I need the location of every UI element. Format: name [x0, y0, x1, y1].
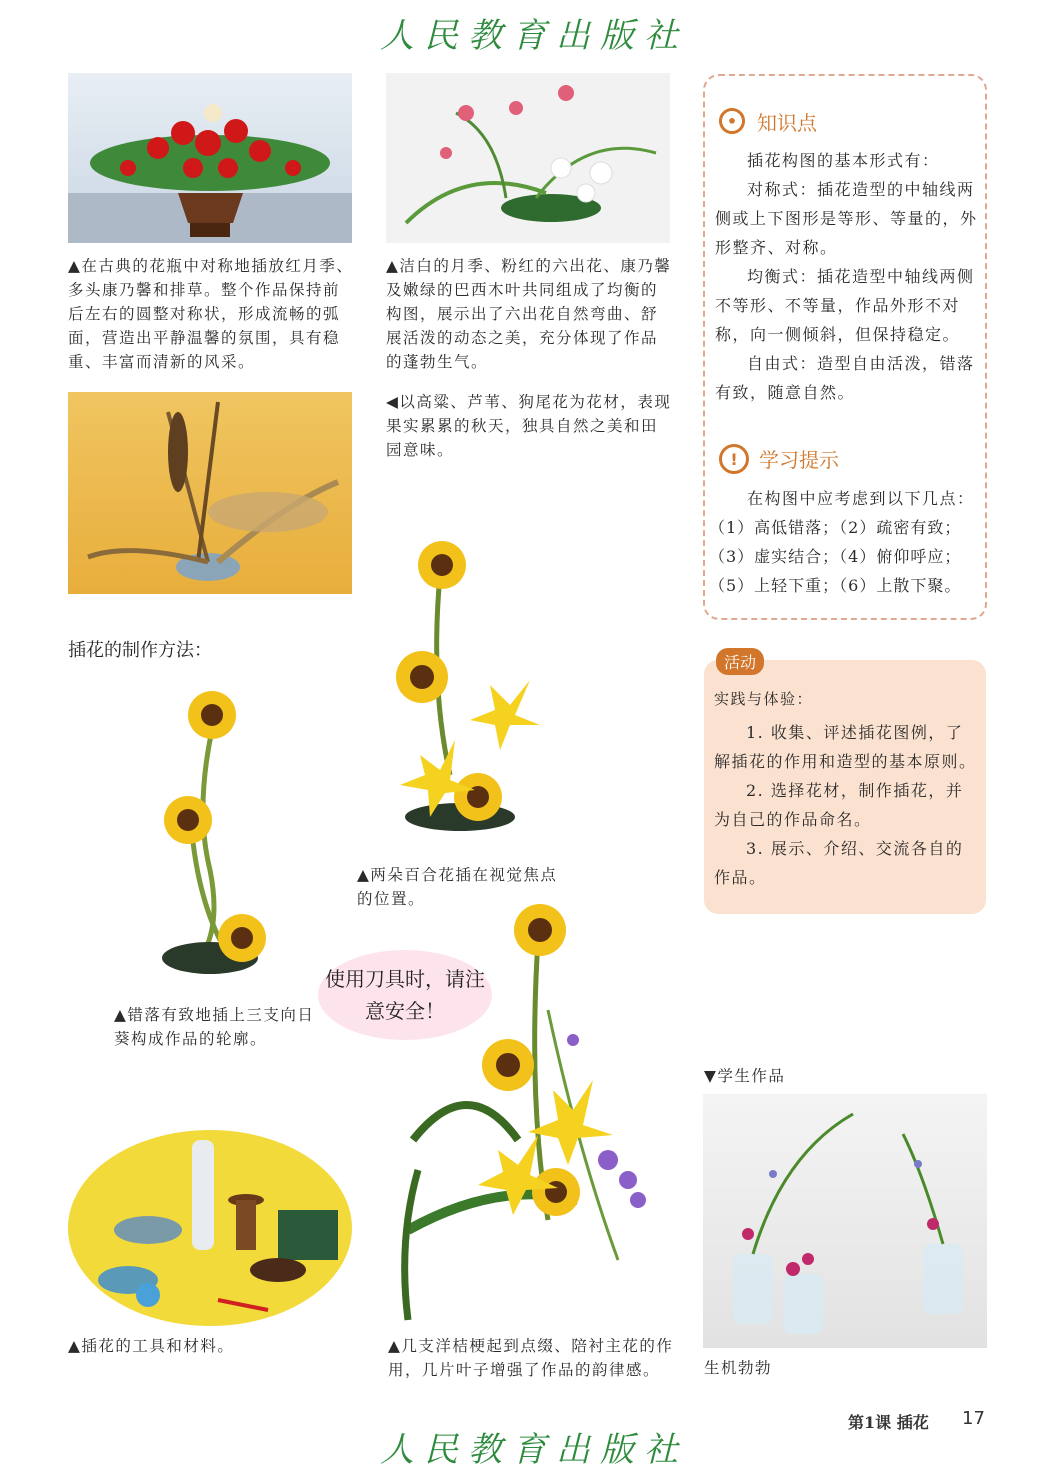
activity-item-2: 2. 选择花材，制作插花，并为自己的作品命名。 [714, 781, 964, 829]
section-heading: 插花的制作方法： [68, 640, 212, 661]
autumn-caption: ◀以高粱、芦苇、狗尾花为花材，表现果实累累的秋天，独具自然之美和田园意味。 [386, 393, 672, 459]
knowledge-p3: 均衡式：插花造型中轴线两侧不等形、不等量，作品外形不对称，向一侧倾斜，但保持稳定。 [715, 267, 975, 344]
student-work-label: ▼学生作品 [704, 1067, 786, 1085]
balanced-arrangement-photo [386, 73, 670, 243]
tips-p4: （5）上轻下重；（6）上散下聚。 [709, 576, 962, 595]
exclamation-icon: ! [719, 444, 749, 474]
step1-sunflowers-photo [150, 690, 280, 990]
tips-title: 学习提示 [759, 448, 839, 472]
knowledge-p4: 自由式：造型自由活泼，错落有致，随意自然。 [715, 354, 975, 402]
knowledge-tips-box [703, 74, 987, 620]
step1-caption: ▲错落有致地插上三支向日葵构成作品的轮廓。 [114, 1006, 315, 1048]
activity-tag: 活动 [716, 648, 764, 675]
tips-p2: （1）高低错落；（2）疏密有致； [709, 518, 962, 537]
step2-lilies-photo [370, 535, 550, 840]
tools-materials-photo [68, 1130, 352, 1326]
classic-caption: ▲在古典的花瓶中对称地插放红月季、多头康乃馨和排草。整个作品保持前后左右的圆整对称状，形成流畅的弧面，营造出平静温馨的氛围，具有稳重、丰富而清新的风采。 [68, 257, 354, 371]
balanced-caption: ▲洁白的月季、粉红的六出花、康乃馨及嫩绿的巴西木叶共同组成了均衡的构图，展示出了六出花自然弯曲、舒展活泼的动态之美，充分体现了作品的蓬勃生气。 [386, 257, 672, 371]
classic-arrangement-photo [68, 73, 352, 243]
activity-box [704, 653, 986, 914]
knowledge-p1: 插花构图的基本形式有： [747, 151, 940, 170]
publisher-header: 人民教育出版社 [380, 16, 688, 56]
student-work-photo [703, 1094, 987, 1348]
tools-caption: ▲插花的工具和材料。 [68, 1337, 235, 1355]
activity-title: 实践与体验： [714, 690, 814, 708]
tips-p3: （3）虚实结合；（4）俯仰呼应； [709, 547, 962, 566]
activity-item-3: 3. 展示、介绍、交流各自的作品。 [714, 839, 964, 887]
autumn-arrangement-photo [68, 392, 352, 594]
lesson-label: 第1课 插花 [848, 1413, 929, 1432]
step3-caption: ▲几支洋桔梗起到点缀、陪衬主花的作用，几片叶子增强了作品的韵律感。 [388, 1337, 674, 1379]
step2-caption: ▲两朵百合花插在视觉焦点的位置。 [357, 866, 558, 908]
student-work-caption: 生机勃勃 [704, 1359, 773, 1377]
target-icon: • [719, 108, 745, 134]
knowledge-title: 知识点 [757, 111, 817, 135]
tips-p1: 在构图中应考虑到以下几点： [747, 489, 975, 508]
page-number: 17 [962, 1408, 985, 1429]
safety-bubble: 使用刀具时，请注意安全！ [318, 950, 492, 1040]
step3-full-arrangement-photo [378, 900, 688, 1325]
activity-item-1: 1. 收集、评述插花图例，了解插花的作用和造型的基本原则。 [714, 723, 977, 771]
publisher-footer: 人民教育出版社 [380, 1430, 688, 1470]
knowledge-p2: 对称式：插花造型的中轴线两侧或上下图形是等形、等量的，外形整齐、对称。 [715, 180, 978, 257]
